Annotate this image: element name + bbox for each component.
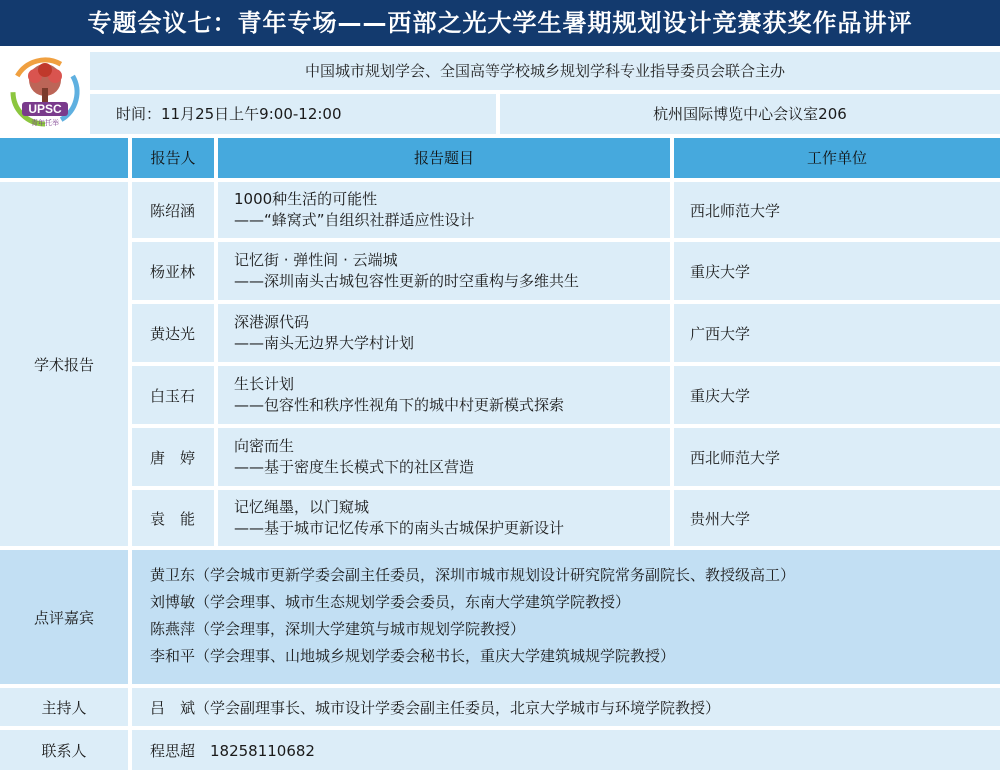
tree-logo-icon: [8, 50, 82, 134]
reporter-unit: 重庆大学: [674, 242, 1000, 300]
reporter-name: 陈绍涵: [132, 182, 214, 238]
reporter-name: 杨亚林: [132, 242, 214, 300]
upsc-logo: [8, 50, 82, 134]
reporter-name: 白玉石: [132, 366, 214, 424]
reporter-name: 唐 婷: [132, 428, 214, 486]
report-subtitle: ——南头无边界大学村计划: [234, 334, 415, 352]
report-topic: [218, 428, 670, 486]
report-subtitle: ——“蜂窝式”自组织社群适应性设计: [234, 211, 475, 229]
event-venue: 杭州国际博览中心会议室206: [500, 94, 1000, 134]
event-time: 时间：11月25日上午9:00-12:00: [90, 94, 496, 134]
page-title: 专题会议七：青年专场——西部之光大学生暑期规划设计竞赛获奖作品讲评: [0, 0, 1000, 46]
reviewers-list: [132, 550, 1000, 684]
report-title: 1000种生活的可能性: [234, 190, 378, 208]
section-host-label: 主持人: [0, 688, 128, 726]
host-info: 吕 斌（学会副理事长、城市设计学委会副主任委员，北京大学城市与环境学院教授）: [132, 688, 1000, 726]
header-blank: [0, 138, 128, 178]
svg-text:青年托举: 青年托举: [31, 119, 59, 127]
reviewer-item: 李和平（学会理事、山地城乡规划学委会秘书长，重庆大学建筑城规学院教授）: [150, 647, 676, 665]
reporter-name: 袁 能: [132, 490, 214, 546]
report-topic: [218, 490, 670, 546]
report-title: 深港源代码: [234, 313, 310, 331]
report-topic: [218, 242, 670, 300]
reviewer-item: 陈燕萍（学会理事，深圳大学建筑与城市规划学院教授）: [150, 620, 526, 638]
organizers: 中国城市规划学会、全国高等学校城乡规划学科专业指导委员会联合主办: [90, 52, 1000, 90]
header-reporter: 报告人: [132, 138, 214, 178]
reporter-unit: 西北师范大学: [674, 428, 1000, 486]
report-topic: [218, 182, 670, 238]
report-subtitle: ——深圳南头古城包容性更新的时空重构与多维共生: [234, 272, 580, 290]
report-title: 生长计划: [234, 375, 295, 393]
header-topic: 报告题目: [218, 138, 670, 178]
contact-info: 程思超 18258110682: [132, 730, 1000, 770]
report-topic: [218, 366, 670, 424]
reporter-unit: 重庆大学: [674, 366, 1000, 424]
report-title: 向密而生: [234, 437, 295, 455]
report-topic: [218, 304, 670, 362]
section-contact-label: 联系人: [0, 730, 128, 770]
report-title: 记忆街 · 弹性间 · 云端城: [234, 251, 398, 269]
section-reports-label: 学术报告: [0, 182, 128, 546]
section-reviewers-label: 点评嘉宾: [0, 550, 128, 684]
report-title: 记忆绳墨，以门窥城: [234, 498, 370, 516]
svg-text:UPSC: UPSC: [28, 102, 62, 116]
report-subtitle: ——基于密度生长模式下的社区营造: [234, 458, 475, 476]
reviewer-item: 黄卫东（学会城市更新学委会副主任委员，深圳市城市规划设计研究院常务副院长、教授级高工）: [150, 566, 796, 584]
report-subtitle: ——包容性和秩序性视角下的城中村更新模式探索: [234, 396, 565, 414]
reporter-unit: 西北师范大学: [674, 182, 1000, 238]
report-subtitle: ——基于城市记忆传承下的南头古城保护更新设计: [234, 519, 565, 537]
reviewer-item: 刘博敏（学会理事、城市生态规划学委会委员，东南大学建筑学院教授）: [150, 593, 631, 611]
header-unit: 工作单位: [674, 138, 1000, 178]
reporter-unit: 贵州大学: [674, 490, 1000, 546]
reporter-unit: 广西大学: [674, 304, 1000, 362]
reporter-name: 黄达光: [132, 304, 214, 362]
